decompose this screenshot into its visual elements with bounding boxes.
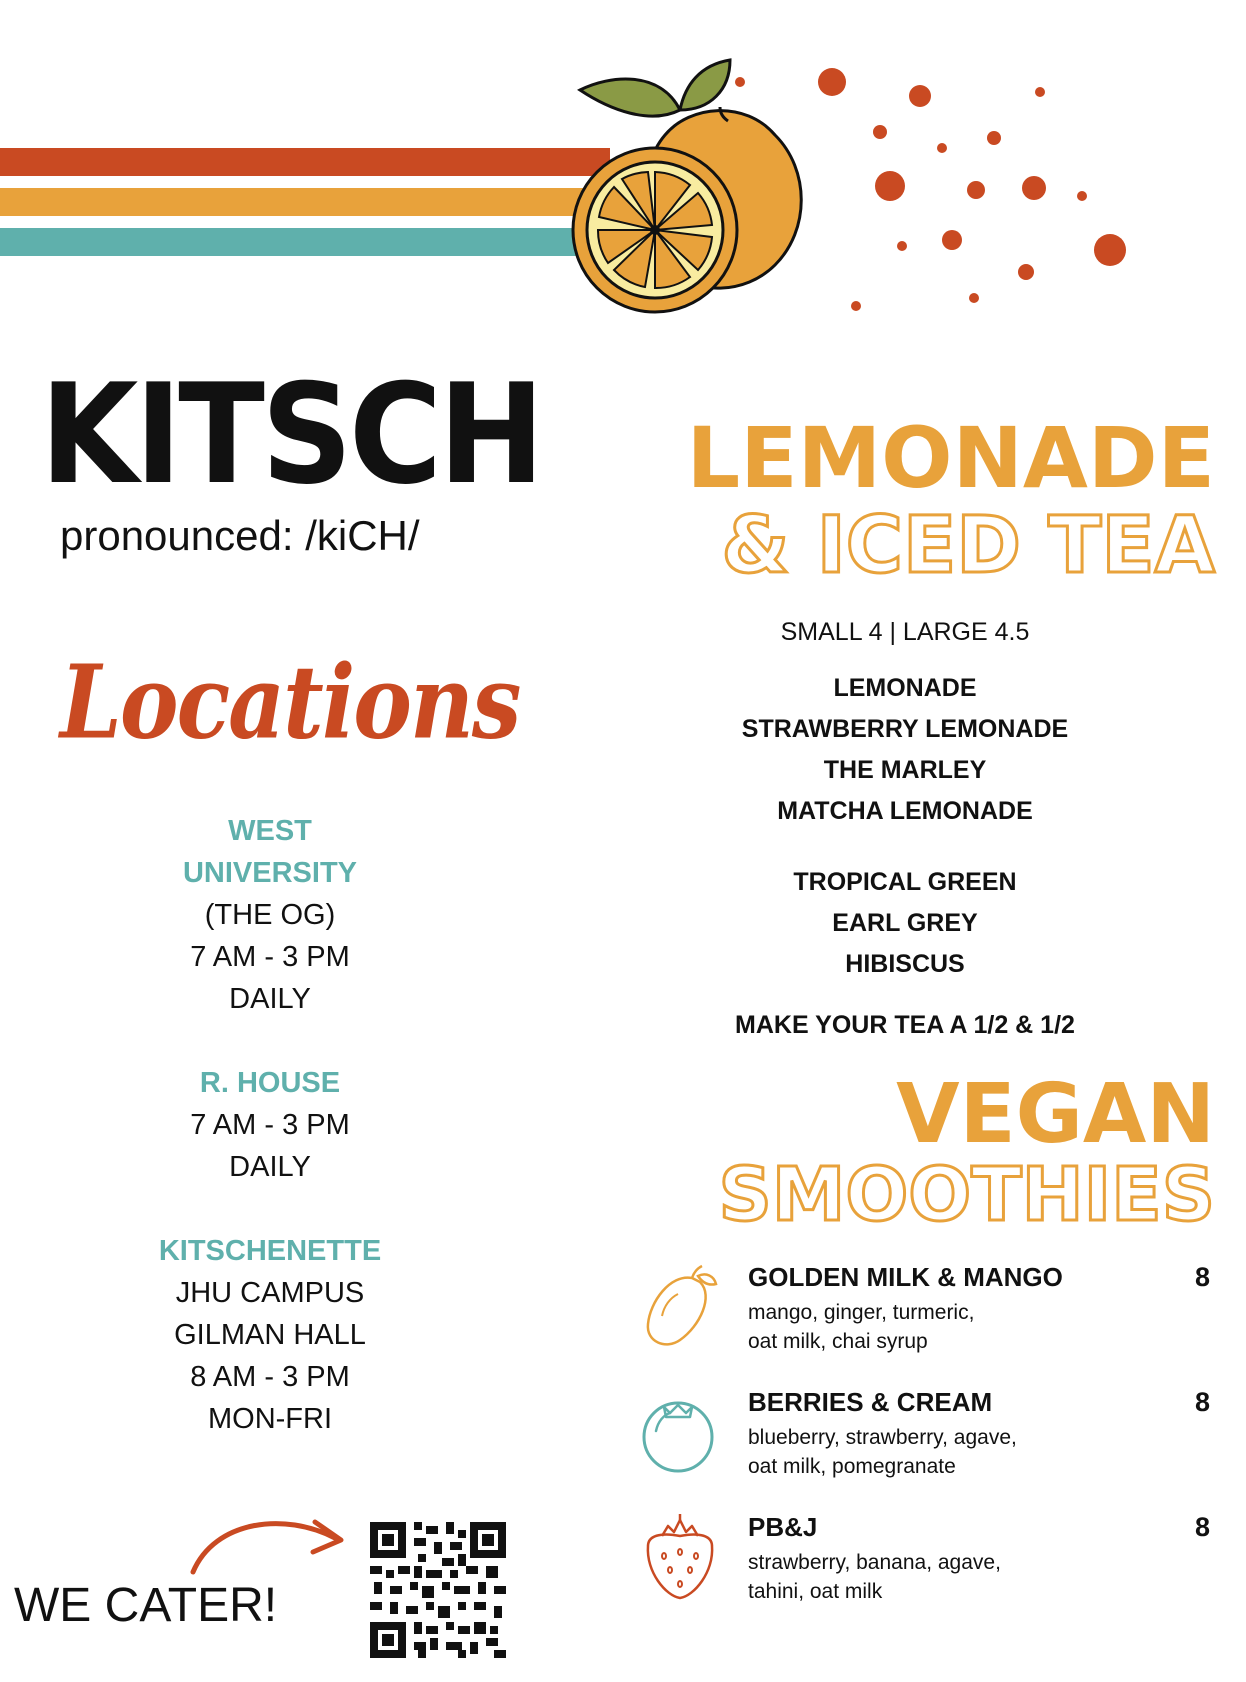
smoothie-item-berries-cream: [640, 1387, 1220, 1497]
location-hours: 7 AM - 3 PM: [190, 1109, 350, 1141]
location-detail: JHU CAMPUS: [175, 1277, 365, 1309]
vegan-title: VEGAN: [896, 1067, 1215, 1162]
location-kitschenette: [120, 1230, 420, 1440]
locations-title: Locations: [60, 642, 520, 762]
menu-item: MATCHA LEMONADE: [777, 797, 1033, 825]
smoothie-name: PB&J: [748, 1512, 818, 1542]
menu-item: THE MARLEY: [823, 756, 987, 784]
brand-logo-text: KITSCH: [40, 354, 542, 515]
lemonade-list: [600, 668, 1210, 832]
smoothie-item-pbj: [640, 1512, 1220, 1622]
we-cater-label: WE CATER!: [14, 1579, 278, 1632]
menu-item: LEMONADE: [833, 674, 977, 702]
location-r-house: [120, 1062, 420, 1188]
smoothie-desc-line: strawberry, banana, agave,: [748, 1551, 1001, 1574]
brand-pronunciation: pronounced: /kiCH/: [60, 512, 420, 559]
smoothie-desc-line: oat milk, pomegranate: [748, 1455, 956, 1478]
location-detail: GILMAN HALL: [174, 1319, 366, 1351]
menu-item: HIBISCUS: [845, 950, 965, 978]
location-name: R. HOUSE: [199, 1067, 341, 1099]
smoothie-desc-line: mango, ginger, turmeric,: [748, 1301, 975, 1324]
smoothie-item-golden-milk: [640, 1262, 1220, 1372]
stripe-orange: [0, 188, 610, 216]
smoothie-name: GOLDEN MILK & MANGO: [748, 1262, 1063, 1292]
smoothie-price: 8: [1194, 1387, 1210, 1417]
location-hours: 8 AM - 3 PM: [190, 1361, 350, 1393]
qr-code-icon[interactable]: [370, 1522, 506, 1658]
location-name: WEST: [228, 815, 312, 847]
stripe-teal: [0, 228, 610, 256]
menu-note: MAKE YOUR TEA A 1/2 & 1/2: [735, 1011, 1075, 1039]
mango-icon: [640, 1262, 720, 1352]
smoothie-description: [748, 1548, 1108, 1606]
location-name: UNIVERSITY: [182, 857, 358, 889]
blueberry-icon: [640, 1387, 720, 1477]
curved-arrow-icon: [185, 1510, 355, 1580]
smoothie-desc-line: blueberry, strawberry, agave,: [748, 1426, 1017, 1449]
location-hours: 7 AM - 3 PM: [190, 941, 350, 973]
location-days: MON-FRI: [207, 1403, 333, 1435]
location-days: DAILY: [229, 1151, 311, 1183]
splash-dots-decoration: [720, 60, 1140, 320]
smoothies-title: SMOOTHIES: [718, 1152, 1215, 1238]
strawberry-icon: [640, 1512, 720, 1602]
stripe-red: [0, 148, 610, 176]
iced-tea-title: & ICED TEA: [721, 501, 1215, 591]
menu-item: EARL GREY: [832, 909, 978, 937]
location-days: DAILY: [229, 983, 311, 1015]
location-name: KITSCHENETTE: [158, 1235, 382, 1267]
location-west-university: [120, 810, 420, 1020]
menu-item: TROPICAL GREEN: [793, 868, 1017, 896]
smoothie-price: 8: [1194, 1512, 1210, 1542]
menu-item: STRAWBERRY LEMONADE: [741, 715, 1069, 743]
location-detail: (THE OG): [204, 899, 336, 931]
smoothie-desc-line: tahini, oat milk: [748, 1580, 883, 1603]
tea-list: [600, 862, 1210, 985]
smoothie-desc-line: oat milk, chai syrup: [748, 1330, 928, 1353]
smoothie-name: BERRIES & CREAM: [748, 1387, 993, 1417]
lemonade-title: LEMONADE: [686, 409, 1215, 507]
smoothie-price: 8: [1194, 1262, 1210, 1292]
half-and-half-note: [600, 1005, 1210, 1046]
smoothie-description: [748, 1298, 1108, 1356]
lemonade-sizes-prices: SMALL 4 | LARGE 4.5: [780, 618, 1030, 646]
smoothie-description: [748, 1423, 1108, 1481]
